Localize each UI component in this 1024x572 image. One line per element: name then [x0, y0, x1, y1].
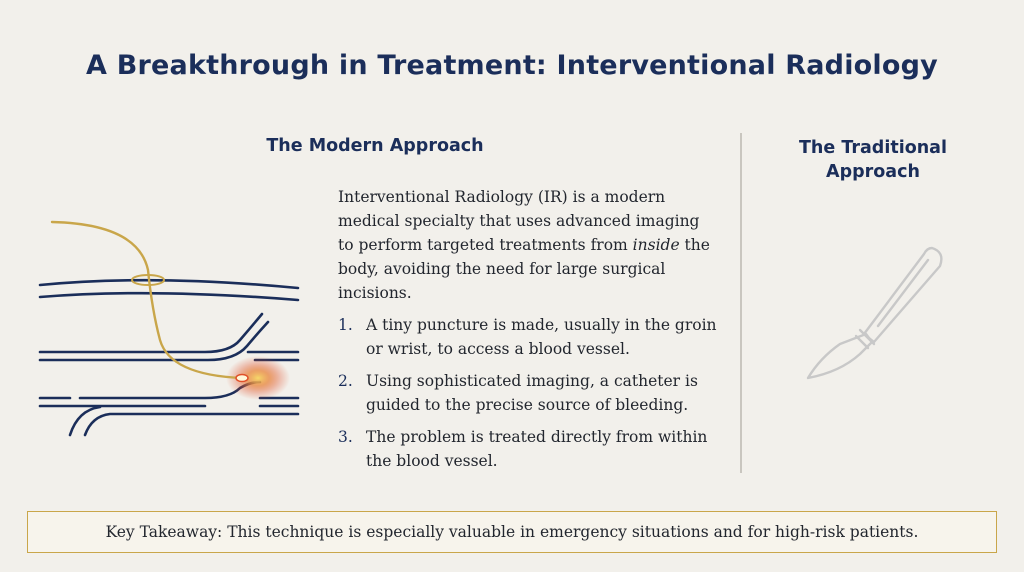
list-item — [338, 369, 733, 417]
modern-approach-heading: The Modern Approach — [266, 136, 484, 156]
step-number: 2. — [338, 372, 353, 390]
traditional-approach-heading: The Traditional Approach — [799, 138, 947, 182]
list-item — [338, 425, 733, 473]
page-title: A Breakthrough in Treatment: Interventional Radiology — [86, 50, 938, 81]
catheter-in-vessel-illustration — [30, 210, 310, 450]
ir-description: Interventional Radiology (IR) is a modern medical specialty that uses advanced imaging to perform targeted treatments from inside the body, avoiding the need for large surgical incisions. — [338, 188, 710, 302]
list-item — [338, 313, 733, 361]
step-text: The problem is treated directly from within the blood vessel. — [366, 428, 708, 470]
step-text: A tiny puncture is made, usually in the groin or wrist, to access a blood vessel. — [366, 316, 717, 358]
column-divider — [740, 133, 742, 473]
scalpel-icon — [800, 240, 950, 390]
step-number: 3. — [338, 428, 353, 446]
step-text: Using sophisticated imaging, a catheter is guided to the precise source of bleeding. — [366, 372, 698, 414]
key-takeaway-box: Key Takeaway: This technique is especially valuable in emergency situations and for high-risk patients. — [27, 511, 997, 553]
step-number: 1. — [338, 316, 353, 334]
procedure-steps — [338, 313, 733, 481]
